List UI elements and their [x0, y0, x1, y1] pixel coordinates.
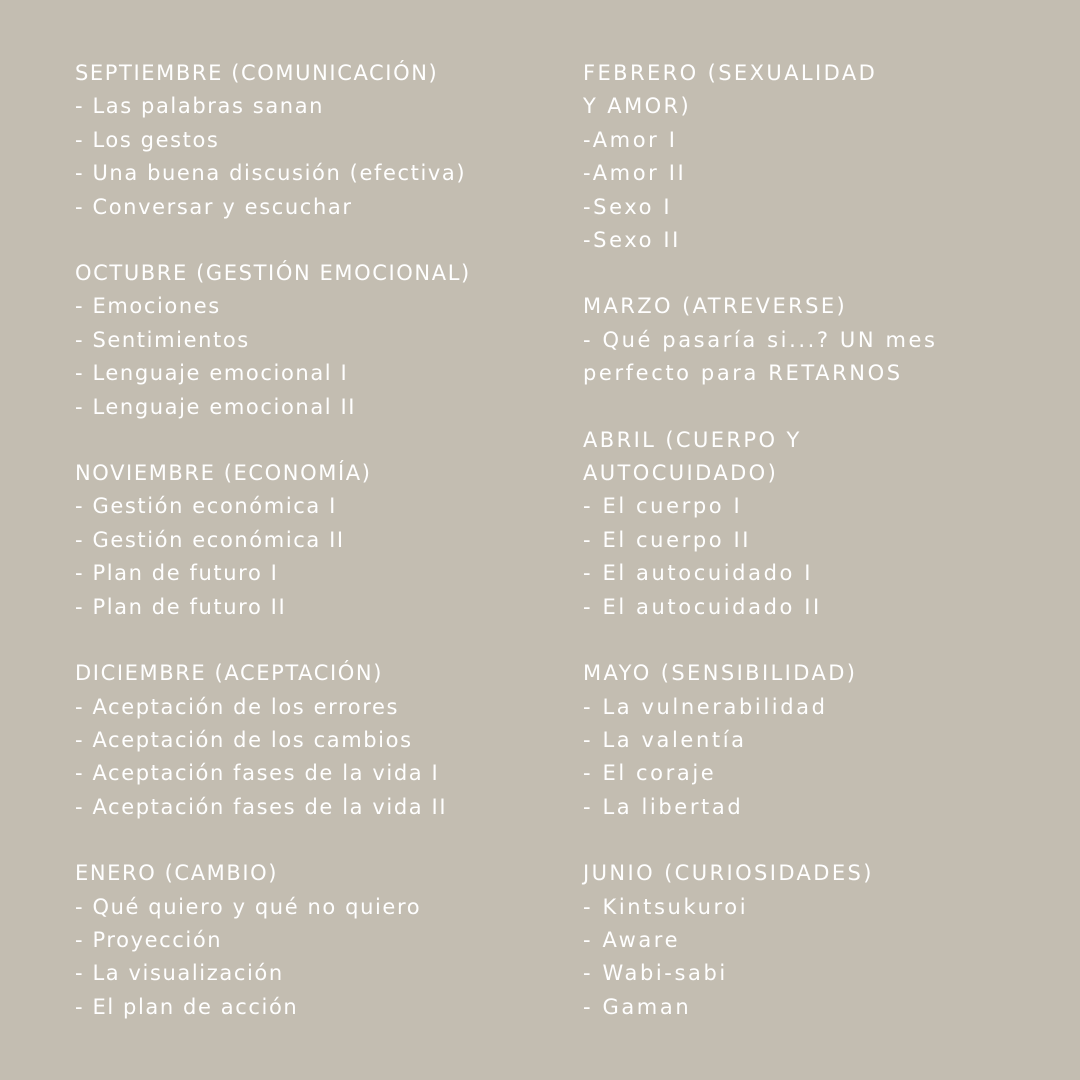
section-noviembre	[75, 457, 555, 624]
list-item: - Gaman	[583, 994, 692, 1019]
section-mayo	[583, 657, 983, 824]
list-item: - Sentimientos	[75, 327, 250, 352]
list-item: - Aceptación de los errores	[75, 694, 400, 719]
list-item: - Plan de futuro II	[75, 594, 287, 619]
list-item: - El autocuidado II	[583, 594, 822, 619]
list-item: -Amor I	[583, 127, 678, 152]
section-title-continued: AUTOCUIDADO)	[583, 461, 779, 486]
list-item: - Gestión económica II	[75, 527, 345, 552]
list-item: - Las palabras sanan	[75, 94, 325, 119]
list-item: - Aceptación de los cambios	[75, 727, 413, 752]
section-title: SEPTIEMBRE (COMUNICACIÓN)	[75, 61, 439, 85]
list-item: - Emociones	[75, 294, 221, 319]
section-title: JUNIO (CURIOSIDADES)	[583, 861, 874, 886]
list-item: - Qué quiero y qué no quiero	[75, 894, 422, 919]
list-item: -Amor II	[583, 161, 687, 186]
section-abril	[583, 424, 983, 624]
list-item: - El cuerpo II	[583, 527, 752, 552]
list-item: - Los gestos	[75, 127, 220, 152]
list-item: -Sexo I	[583, 194, 673, 219]
section-title: ABRIL (CUERPO Y	[583, 427, 802, 452]
list-item: - Proyección	[75, 927, 223, 952]
section-title: DICIEMBRE (ACEPTACIÓN)	[75, 661, 384, 686]
list-item: - La vulnerabilidad	[583, 694, 828, 719]
section-title: MARZO (ATREVERSE)	[583, 294, 848, 319]
list-item: - La visualización	[75, 961, 284, 986]
section-title: NOVIEMBRE (ECONOMÍA)	[75, 461, 372, 486]
list-item: - Plan de futuro I	[75, 561, 279, 586]
section-title: OCTUBRE (GESTIÓN EMOCIONAL)	[75, 261, 471, 286]
section-title-continued: Y AMOR)	[583, 94, 692, 119]
list-item: - El plan de acción	[75, 994, 299, 1019]
left-column	[75, 57, 555, 1057]
list-item: -Sexo II	[583, 228, 681, 253]
list-item: - Aceptación fases de la vida I	[75, 761, 440, 786]
list-item: - Conversar y escuchar	[75, 194, 353, 219]
section-febrero	[583, 57, 983, 257]
right-column	[583, 57, 983, 1057]
section-title: ENERO (CAMBIO)	[75, 861, 279, 886]
section-diciembre	[75, 657, 555, 824]
list-item: - El coraje	[583, 761, 717, 786]
list-item: - El cuerpo I	[583, 494, 743, 519]
list-item: - Una buena discusión (efectiva)	[75, 161, 467, 186]
list-item: - Gestión económica I	[75, 494, 337, 519]
list-item: perfecto para RETARNOS	[583, 361, 903, 386]
section-enero	[75, 857, 555, 1024]
section-title: MAYO (SENSIBILIDAD)	[583, 661, 858, 686]
section-marzo	[583, 290, 983, 390]
list-item: - La libertad	[583, 794, 744, 819]
list-item: - Lenguaje emocional II	[75, 394, 357, 419]
list-item: - Lenguaje emocional I	[75, 361, 349, 386]
list-item: - La valentía	[583, 727, 747, 752]
section-septiembre	[75, 57, 555, 224]
section-octubre	[75, 257, 555, 424]
section-title: FEBRERO (SEXUALIDAD	[583, 61, 878, 85]
list-item: - Aceptación fases de la vida II	[75, 794, 448, 819]
section-junio	[583, 857, 983, 1024]
list-item: - El autocuidado I	[583, 561, 814, 586]
list-item: - Qué pasaría si...? UN mes	[583, 327, 938, 352]
list-item: - Aware	[583, 927, 681, 952]
list-item: - Wabi-sabi	[583, 961, 728, 986]
list-item: - Kintsukuroi	[583, 894, 749, 919]
